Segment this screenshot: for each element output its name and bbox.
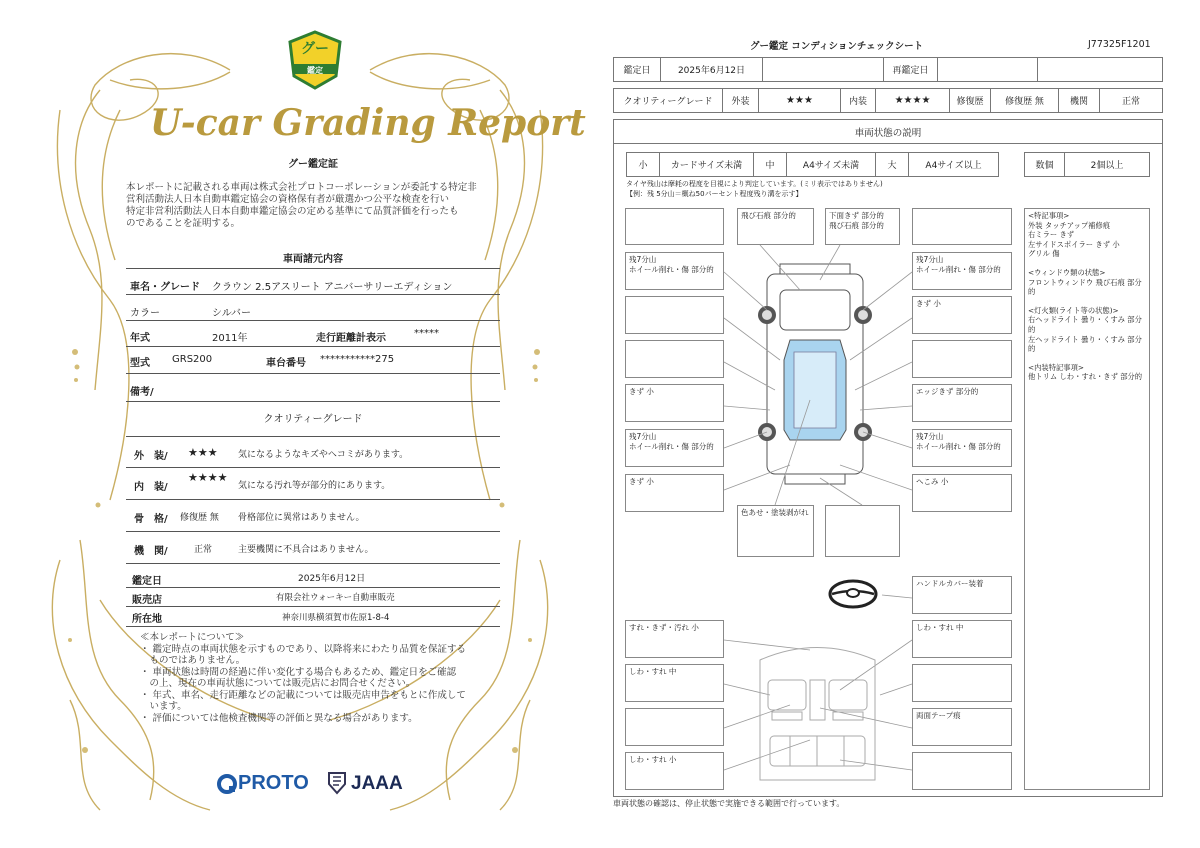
special-heading: <ウィンドウ類の状態>: [1028, 267, 1106, 277]
address-row: [126, 607, 500, 627]
badge-text: グー: [301, 41, 329, 57]
special-item: 左ヘッドライト 曇り・くすみ 部分的: [1028, 334, 1142, 354]
engine-value-cell: 正常: [1099, 88, 1163, 113]
report-script-title: U-car Grading Report: [150, 102, 586, 144]
grade-label-cell: クオリティーグレード: [613, 88, 723, 113]
name-label: 車名・グレード: [130, 282, 200, 293]
ext-box-empty: [912, 340, 1012, 378]
notes-line: ・ 鑑定時点の車両状態を示すものであり、以降将来にわたり品質を保証する: [140, 643, 467, 655]
jaaa-logo-icon: [326, 770, 348, 796]
certificate-title: グー鑑定証: [288, 159, 338, 170]
badge-subtext: 鑑定: [307, 66, 323, 75]
ext-label: 外 装/: [134, 451, 168, 462]
ext-box-empty: [625, 340, 724, 378]
proto-logo-icon: [216, 773, 238, 795]
int-box-steering: ハンドルカバー装着: [912, 576, 1012, 614]
int-box-empty: [912, 664, 1012, 702]
shop-value: 有限会社ウォーキー自動車販売: [276, 593, 395, 603]
notes-line: の上、現在の車両状態については販売店にお問合せください。: [140, 678, 416, 689]
ext-box-empty: [625, 296, 724, 334]
shop-label: 販売店: [132, 595, 162, 606]
engine-value: 正常: [194, 545, 213, 555]
ext-box-left1: 残7分山 ホイール削れ・傷 部分的: [625, 252, 724, 290]
spec-row-model: [126, 347, 500, 374]
engine-desc: 主要機関に不具合はありません。: [238, 545, 374, 555]
cert-line: 特定非営利活動法人日本自動車鑑定協会の定める基準にて品質評価を行ったも: [126, 206, 459, 217]
ext-box-left5: 残7分山 ホイール削れ・傷 部分的: [625, 429, 724, 467]
cert-line: のであることを証明する。: [126, 218, 241, 229]
ext-box-left4: きず 小: [625, 384, 724, 422]
size-small: 小: [626, 152, 660, 177]
tire-note-2: 【例：残 5分山＝概ね50パーセント程度残り溝を示す】: [626, 190, 803, 198]
shop-row: [126, 588, 500, 607]
ext-box-right6: へこみ 小: [912, 474, 1012, 512]
state-title: 車両状態の説明: [854, 128, 922, 139]
special-item: 左サイドスポイラー きず 小: [1028, 239, 1120, 249]
date-value-cell: 2025年6月12日: [660, 57, 763, 82]
ext-box-top1: 飛び石痕 部分的: [737, 208, 814, 245]
car-exterior-diagram: [750, 260, 880, 490]
notes-line: ・ 評価については他検査機関等の評価と異なる場合があります。: [140, 712, 418, 724]
int-box-right3: 両面テープ痕: [912, 708, 1012, 746]
engine-label: 機 関/: [134, 546, 168, 557]
reappraisal-label-cell: 再鑑定日: [883, 57, 938, 82]
special-notes-panel: [1024, 208, 1150, 790]
notes-line: ・ 年式、車名、走行距離などの記載については販売店申告をもとに作成して: [140, 689, 466, 701]
spec-row-color: [126, 295, 500, 321]
color-value: シルバー: [212, 308, 252, 319]
size-medium-desc: A4サイズ未満: [786, 152, 876, 177]
quality-row-engine: [126, 532, 500, 564]
repair-value-cell: 修復歴 無: [990, 88, 1059, 113]
reappraisal-value-cell: [937, 57, 1038, 82]
tire-note-1: タイヤ残山は摩耗の程度を目視により判定しています。(ミリ表示ではありません): [626, 180, 883, 188]
blank-cell: [1037, 57, 1163, 82]
size-medium: 中: [753, 152, 787, 177]
year-label: 年式: [130, 333, 150, 344]
special-heading: <内装特記事項>: [1028, 362, 1085, 372]
address-value: 神奈川県横須賀市佐原1-8-4: [282, 613, 390, 623]
spec-row-remarks: [126, 374, 500, 402]
quality-row-interior: [126, 468, 500, 500]
name-value: クラウン 2.5アスリート アニバーサリーエディション: [212, 282, 453, 293]
ext-box-right1: 残7分山 ホイール削れ・傷 部分的: [912, 252, 1012, 290]
quality-row-frame: [126, 500, 500, 532]
color-label: カラー: [130, 308, 160, 319]
ext-box-right4: エッジきず 部分的: [912, 384, 1012, 422]
ext-desc: 気になるようなキズやヘコミがあります。: [238, 450, 409, 460]
model-value: GRS200: [172, 354, 213, 365]
interior-label-cell: 内装: [840, 88, 876, 113]
spec-section-title: 車両諸元内容: [283, 254, 343, 265]
year-value: 2011年: [212, 333, 248, 344]
quality-section-title: クオリティーグレード: [263, 414, 363, 425]
car-interior-diagram: [750, 640, 885, 785]
int-desc: 気になる汚れ等が部分的にあります。: [238, 481, 391, 491]
ext-box-bottom1: 色あせ・塗装剥がれ: [737, 505, 814, 557]
ext-box-top2: 下面きず 部分的 飛び石痕 部分的: [825, 208, 900, 245]
ext-box-right2: きず 小: [912, 296, 1012, 334]
appraisal-date-row: [126, 564, 500, 588]
jaaa-logo-text: JAAA: [351, 773, 403, 794]
appraisal-date-value: 2025年6月12日: [298, 574, 366, 584]
special-item: グリル 傷: [1028, 249, 1060, 259]
spec-row-name: [126, 268, 500, 295]
frame-value: 修復歴 無: [180, 513, 219, 523]
repair-label-cell: 修復歴: [949, 88, 991, 113]
mileage-value: *****: [414, 328, 439, 339]
frame-desc: 骨格部位に異常はありません。: [238, 513, 365, 523]
notes-line: ものではありません。: [140, 655, 246, 666]
int-box-left2: しわ・すれ 中: [625, 664, 724, 702]
footer-note: 車両状態の確認は、停止状態で実施できる範囲で行っています。: [613, 799, 845, 808]
cert-line: 営利活動法人日本自動車鑑定協会の資格保有者が厳選かつ公平な検査を行い: [126, 194, 450, 205]
sheet-id: J77325F1201: [1088, 39, 1151, 50]
engine-label-cell: 機関: [1058, 88, 1100, 113]
divider: [613, 143, 1163, 144]
int-box-left4: しわ・すれ 小: [625, 752, 724, 790]
special-item: 右ヘッドライト 曇り・くすみ 部分的: [1028, 315, 1142, 334]
int-stars: ★★★★: [188, 471, 228, 484]
notes-line: います。: [140, 701, 187, 712]
size-large: 大: [875, 152, 909, 177]
quality-row-exterior: [126, 436, 500, 468]
int-label: 内 装/: [134, 482, 168, 493]
blank-cell: [762, 57, 884, 82]
chassis-label: 車台番号: [266, 358, 306, 369]
ext-box-empty: [825, 505, 900, 557]
count-value: 2個以上: [1064, 152, 1150, 177]
ext-box-right5: 残7分山 ホイール削れ・傷 部分的: [912, 429, 1012, 467]
condition-check-sheet: [600, 0, 1200, 848]
proto-logo-text: PROTO: [238, 772, 309, 794]
special-item: 他トリム しわ・すれ・きず 部分的: [1028, 372, 1143, 382]
special-item: 外装 タッチアップ補修痕: [1028, 220, 1111, 230]
special-item: フロントウィンドウ 飛び石痕 部分的: [1028, 277, 1142, 297]
exterior-label-cell: 外装: [722, 88, 759, 113]
int-box-empty: [625, 708, 724, 746]
ext-box-empty: [912, 208, 1012, 245]
size-small-desc: カードサイズ未満: [659, 152, 754, 177]
address-label: 所在地: [132, 614, 162, 625]
model-label: 型式: [130, 358, 150, 369]
chassis-value: ***********275: [320, 354, 395, 365]
int-box-empty: [912, 752, 1012, 790]
size-large-desc: A4サイズ以上: [908, 152, 999, 177]
mileage-label: 走行距離計表示: [316, 333, 386, 344]
interior-stars-cell: ★★★★: [875, 88, 950, 113]
special-heading: <灯火類(ライト等の状態)>: [1028, 305, 1119, 315]
remarks-label: 備考/: [130, 387, 154, 398]
sheet-title: グー鑑定 コンディションチェックシート: [750, 41, 924, 52]
report-notes: [140, 632, 500, 724]
spec-row-year: [126, 321, 500, 347]
appraisal-date-label: 鑑定日: [132, 576, 162, 587]
frame-label: 骨 格/: [134, 514, 168, 525]
ext-box-empty: [625, 208, 724, 245]
certificate-text: [126, 182, 506, 230]
int-box-left1: すれ・きず・汚れ 小: [625, 620, 724, 658]
special-item: 右ミラー きず: [1028, 230, 1075, 240]
notes-line: ・ 車両状態は時間の経過に伴い変化する場合もあるため、鑑定日をご確認: [140, 666, 457, 678]
notes-title: ≪本レポートについて≫: [140, 632, 245, 643]
special-heading: <特記事項>: [1028, 211, 1070, 220]
date-label-cell: 鑑定日: [613, 57, 661, 82]
steering-wheel-icon: [827, 578, 879, 610]
ext-box-left6: きず 小: [625, 474, 724, 512]
cert-line: 本レポートに記載される車両は株式会社プロトコーポレーションが委託する特定非: [126, 182, 477, 193]
int-box-right1: しわ・すれ 中: [912, 620, 1012, 658]
ext-stars: ★★★: [188, 446, 218, 459]
count-label: 数個: [1024, 152, 1065, 177]
exterior-stars-cell: ★★★: [758, 88, 841, 113]
